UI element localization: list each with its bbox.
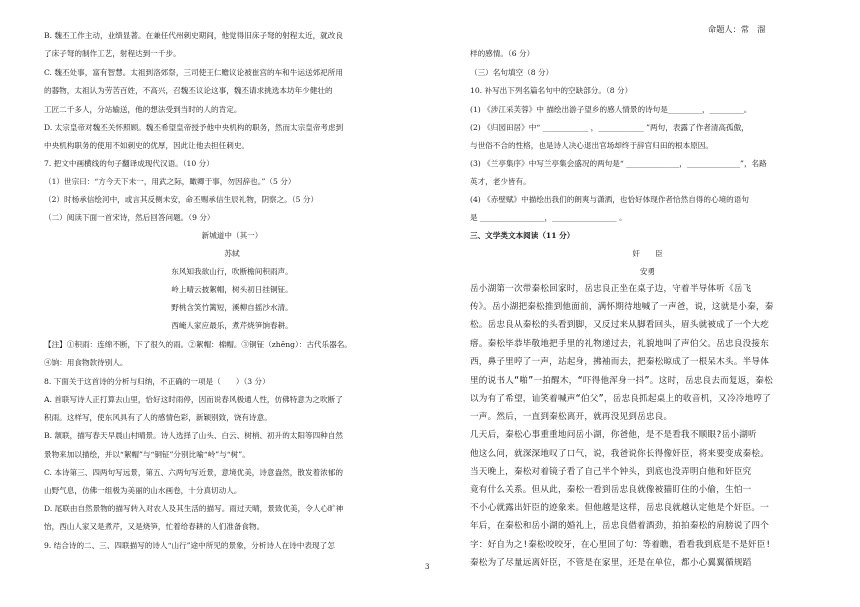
story-line: 西，鼻子里哼了一声，站起身，拂袖而去，把秦松晾成了一根呆木头。半导体	[470, 357, 769, 367]
page-number: 3	[425, 563, 430, 571]
question-9: 9. 结合诗的二、三、四联描写的诗人“山行”途中所见的景象，分析诗人在诗中表现了怎	[44, 541, 335, 550]
text-line: 工匠二千多人，分站输送，他的想法受到当时的人的肯定。	[44, 105, 242, 114]
fill-blank-1: (1) 《涉江采芙蓉》中 描绘出游子望乡的感人情景的诗句是_________，_________。	[470, 105, 752, 114]
text-line: 英才，老少皆有。	[470, 177, 531, 186]
story-line: 竟有什么关系。但从此，秦松一看到岳忠良就像被猫盯住的小偷，生怕一	[470, 485, 752, 495]
text-line: D. 太宗皇帝对魏丕关怀照顾。魏丕希望皇帝授予他中央机构的职务，然而太宗皇帝考虑到	[44, 123, 344, 132]
option-a: A. 首联写诗人正打算去山里，恰好这时雨停，因而说春风极通人性，仿佛特意为之吹断了	[44, 395, 343, 404]
poem-title: 新城道中（其一）	[201, 231, 263, 240]
text-line: 积雨。这样写，使东风具有了人的感情色彩，新颖别致，饶有诗意。	[44, 413, 272, 422]
text-line: 景物来加以描绘，并以“絮帽”与“铜钲”分别比喻“岭”与“树”。	[44, 450, 250, 459]
fill-blank-3: (3) 《兰亭集序》中写兰亭集会盛况的两句是“ ______________，______________”，名路	[470, 159, 767, 168]
poem-note: 【注】①积雨：连绵不断，下了很久的雨。②絮帽：棉帽。③铜钲（zhēng）：古代乐器名。	[44, 340, 352, 349]
poem-note: ④饷：用食物款待别人。	[44, 358, 128, 367]
story-line: 松。岳忠良从秦松的头看到脚，又反过来从脚看回头，眉头就被成了一个大疙	[470, 320, 769, 330]
story-line: 传》。岳小湖把秦松推到他面前，满怀期待地喊了一声爸，说，这就是小秦，秦	[470, 302, 774, 312]
text-line: 山野气息，仿佛一组极为美丽的山水画卷，十分真切动人。	[44, 486, 242, 495]
text-line: 中央机构职务的使用不如刺史的优厚，因此让他去担任刺史。	[44, 141, 250, 150]
text-line: C. 魏丕处事，富有智慧。太祖到洛郊祭，三司使王仁赡议论被崔宫的车和牛运送郊祀所用	[44, 68, 343, 77]
story-line: 几天后，秦松心事重重地问岳小湖，你爸他，是不是看我不顺眼?岳小湖听	[470, 430, 757, 440]
story-line: 以为有了希望，讪笑着喊声“伯父”，岳忠良抓起桌上的收音机，又冷冷地哼了	[470, 394, 771, 404]
story-line: 秦松为了尽量远离奸臣，不管是在家里，还是在单位，都小心翼翼循规蹈	[470, 558, 752, 568]
section-heading: （二）阅读下面一首宋诗，然后回答问题。（9 分）	[44, 213, 215, 222]
text-line: （1）世宗曰：“方今天下未一，用武之际，瞰卿于事，勿因辞也。”（5 分）	[44, 177, 296, 186]
text-line: 与世俗不合的性格，也是诗人决心退出官场却终于辞官归田的根本原因。	[470, 141, 713, 150]
poem-line: 岭上晴云披絮帽，树头初日挂铜钲。	[171, 285, 293, 294]
story-title: 奸 臣	[632, 249, 663, 258]
story-line: 他这么问，就深深地叹了口气，说，我爸说你长得像奸臣，将来要变成秦桧。	[470, 449, 769, 459]
page-header-author: 命题人：常 溜	[708, 24, 766, 34]
question-7: 7. 把文中画横线的句子翻译成现代汉语。（10 分）	[44, 159, 214, 168]
question-8: 8. 下面关于这首诗的分析与归纳，不正确的一项是（ ）（3 分）	[44, 377, 270, 386]
story-line: 一声。然后，一直到秦松离开，就再没见到岳忠良。	[470, 412, 673, 422]
section-heading: （三）名句填空（8 分）	[470, 68, 554, 77]
text-line: B. 魏丕工作主动，业绩显著。在兼任代州刺史期间，他觉得旧床子弩的射程太近，就改良	[44, 31, 343, 40]
story-line: 年后，在秦松和岳小湖的婚礼上，岳忠良借着酒劲，拍拍秦松的肩膀说了四个	[470, 521, 769, 531]
section-heading: 三、文学类文本阅读（11 分）	[470, 231, 575, 240]
story-line: 里的说书人“啪”一拍醒木，“吓得他浑身一抖”。这时，岳忠良去而复返，秦松	[470, 376, 773, 386]
question-10: 10. 补写出下列名篇名句中的空缺部分。（8 分）	[470, 86, 633, 95]
poem-author: 苏轼	[224, 249, 240, 258]
story-author: 安勇	[639, 267, 656, 276]
story-line: 当天晚上，秦松对着镜子看了自己半个钟头，到底也没弄明白他和奸臣究	[470, 467, 752, 477]
text-line: 样的感情。（6 分）	[470, 49, 535, 58]
option-d: D. 尾联由自然景物的描写转入对农人及其生活的描写。雨过天晴，景致优美，令人心旷神	[44, 504, 344, 513]
poem-line: 东风知我欲山行，吹断檐间积雨声。	[171, 267, 293, 276]
story-line: 字：好自为之!秦松咬咬牙，在心里回了句：等着瞧，看看我到底是不是奸臣!	[470, 540, 771, 550]
text-line: 了床子弩的制作工艺，射程达到一千步。	[44, 49, 181, 58]
text-line: 的器物，太祖认为劳苦百姓，不高兴，召魏丕议论这事，魏丕请求挑选本坊年少健壮的	[44, 86, 333, 95]
text-line: （2）时杨承信绘河中，或言其反侧未安，命丕赐承信生辰礼物，阴察之。（5 分）	[44, 195, 319, 204]
poem-line: 西崦人家应最乐，煮芹烧笋饷春耕。	[171, 321, 293, 330]
story-line: 不小心就露出奸臣的迹象来。但他越是这样，岳忠良就越认定他是个奸臣。一	[470, 503, 769, 513]
text-line: 是 _________________，_________________ 。	[470, 213, 627, 222]
option-b: B. 颔联，描写春天早晨山村晴景。诗人选择了山头、白云、树梢、初升的太阳等四种自然	[44, 431, 343, 440]
option-c: C. 本诗第三、四两句写远景，第五、六两句写近景，意境优美，诗意盎然，散发着浓郁的	[44, 468, 343, 477]
story-line: 岳小湖第一次带秦松回家时，岳忠良正坐在桌子边，守着半导体听《岳飞	[470, 284, 752, 294]
text-line: 怡，西山人家又是煮芹，又是烧笋，忙着给春耕的人们准备食物。	[44, 522, 265, 531]
poem-line: 野桃含笑竹篱短，溪柳自摇沙水清。	[171, 303, 293, 312]
story-line: 瘩。秦松毕恭毕敬地把手里的礼物递过去，礼貌地叫了声伯父。岳忠良没接东	[470, 339, 769, 349]
fill-blank-4: (4) 《赤壁赋》中描绘出我们的朗爽与潇洒，也恰好体现作者恰然自得的心境的语句	[470, 195, 749, 204]
fill-blank-2: (2) 《归园田居》中“ ____________ ，____________ ”两句，表露了作者清高孤傲，	[470, 123, 749, 132]
